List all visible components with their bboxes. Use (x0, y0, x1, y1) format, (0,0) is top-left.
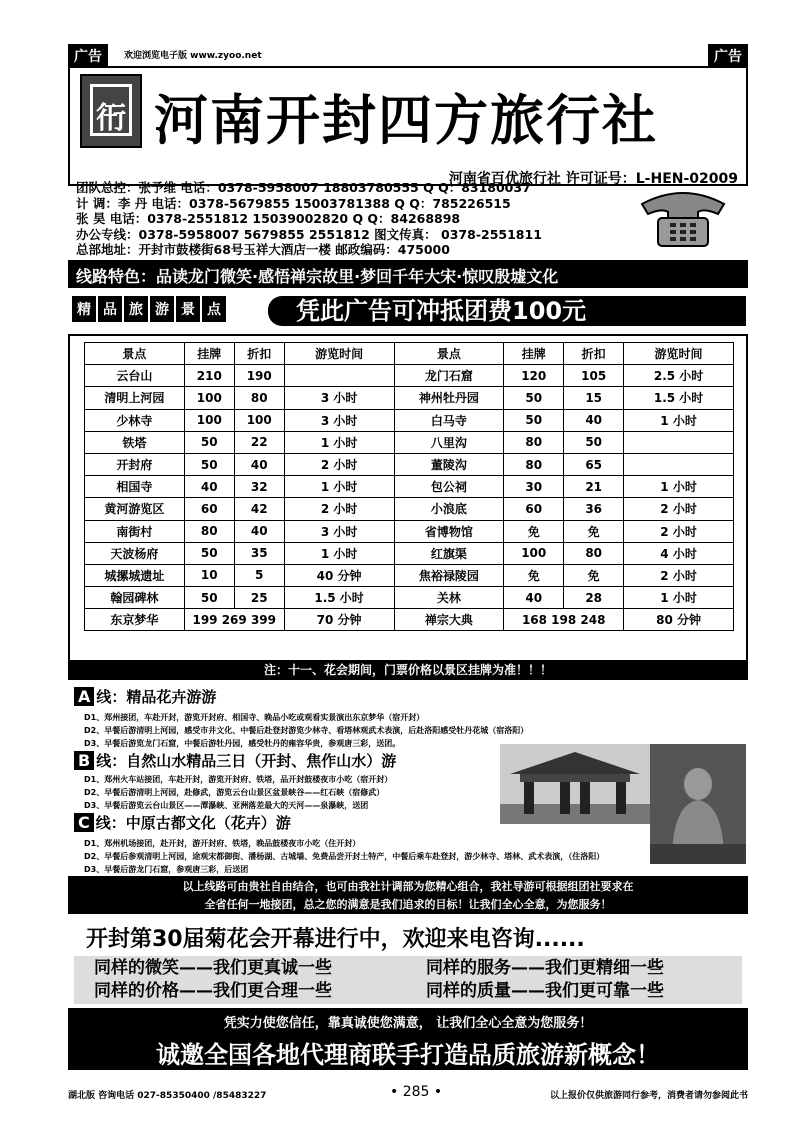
coupon-banner: 凭此广告可冲抵团费100元 (268, 296, 746, 326)
table-cell: 105 (564, 365, 624, 387)
table-cell: 4 小时 (624, 542, 734, 564)
company-name: 河南开封四方旅行社 (154, 88, 658, 152)
ad-tag-right: 广告 (708, 44, 748, 68)
table-cell: 神州牡丹园 (394, 387, 504, 409)
table-cell: 1 小时 (624, 409, 734, 431)
motto-line: 同样的服务——我们更精细一些 (426, 958, 664, 978)
ad-tag-left: 广告 (68, 44, 108, 68)
header (68, 66, 748, 186)
table-cell: 1 小时 (624, 587, 734, 609)
motto-line: 同样的价格——我们更合理一些 (94, 981, 332, 1001)
label-char: 游 (150, 296, 174, 322)
banner-line: 全省任何一地接团，总之您的满意是我们追求的目标！让我们全心全意，为您服务！ (204, 898, 612, 911)
table-cell (284, 365, 394, 387)
table-cell: 120 (504, 365, 564, 387)
route-a-title (74, 686, 216, 707)
column-header: 景点 (85, 343, 185, 365)
motto-line: 同样的质量——我们更可靠一些 (426, 981, 664, 1001)
table-cell: 3 小时 (284, 387, 394, 409)
table-cell: 翰园碑林 (85, 587, 185, 609)
table-cell: 免 (504, 564, 564, 586)
itinerary-line: D3、早餐后游览龙门石窟，中餐后游牡丹园，感受牡丹的雍容华贵，参观唐三彩，送团。 (84, 739, 401, 748)
table-cell: 80 (234, 387, 284, 409)
table-cell: 2 小时 (624, 498, 734, 520)
itinerary-line: D2、早餐后游清明上河园，赴修武，游览云台山景区盆景峡谷——红石峡（宿修武） (84, 788, 385, 797)
motto-box (74, 956, 742, 1004)
table-cell: 210 (184, 365, 234, 387)
table-cell: 35 (234, 542, 284, 564)
table-cell: 60 (184, 498, 234, 520)
table-cell: 东京梦华 (85, 609, 185, 631)
table-cell: 50 (184, 542, 234, 564)
table-cell: 红旗渠 (394, 542, 504, 564)
table-cell: 1.5 小时 (284, 587, 394, 609)
table-cell: 100 (184, 387, 234, 409)
column-header: 游览时间 (624, 343, 734, 365)
table-cell: 1 小时 (284, 542, 394, 564)
route-title-text: 线：中原古都文化（花卉）游 (95, 814, 291, 832)
table-cell: 100 (234, 409, 284, 431)
table-cell: 199 269 399 (184, 609, 284, 631)
table-cell: 50 (184, 453, 234, 475)
route-c-title (74, 812, 291, 833)
footer-edition-phone: 湖北版 咨询电话 027-85350400 /85483227 (68, 1091, 267, 1101)
table-cell: 80 (504, 453, 564, 475)
route-letter: B (74, 751, 94, 770)
table-row (85, 564, 734, 586)
table-cell: 小浪底 (394, 498, 504, 520)
table-cell: 董陵沟 (394, 453, 504, 475)
table-cell: 22 (234, 431, 284, 453)
table-cell: 100 (184, 409, 234, 431)
grotto-buddha-photo (650, 744, 746, 864)
price-table (84, 342, 734, 631)
table-row (85, 476, 734, 498)
column-header: 折扣 (564, 343, 624, 365)
license-number: 河南省百优旅行社 许可证号：L-HEN-02009 (448, 171, 738, 187)
itinerary-line: D2、早餐后参观清明上河园，途观宋都御街、潘杨湖、古城墙、免费品尝开封土特产，中餐后乘车赴登封，游少林寺、塔林、武术表演，（住洛阳） (84, 852, 605, 861)
page-number: • 285 • (390, 1084, 443, 1100)
table-cell: 25 (234, 587, 284, 609)
featured-spots-label (72, 296, 226, 322)
chrysanthemum-expo-headline: 开封第30届菊花会开幕进行中，欢迎来电咨询...... (86, 927, 585, 952)
table-cell: 3 小时 (284, 409, 394, 431)
price-note: 注：十一、花会期间，门票价格以景区挂牌为准！！！ (68, 660, 748, 680)
table-cell: 28 (564, 587, 624, 609)
table-cell: 50 (184, 587, 234, 609)
table-cell: 2 小时 (284, 453, 394, 475)
table-cell: 40 分钟 (284, 564, 394, 586)
table-cell: 2.5 小时 (624, 365, 734, 387)
table-row (85, 542, 734, 564)
table-cell: 3 小时 (284, 520, 394, 542)
itinerary-line: D1、郑州火车站接团，车赴开封，游览开封府、铁塔，品开封鼓楼夜市小吃（宿开封） (84, 775, 393, 784)
motto-line: 同样的微笑——我们更真诚一些 (94, 958, 332, 978)
banner-line: 以上线路可由贵社自由结合，也可由我社计调部为您精心组合，我社导游可根据组团社要求在 (182, 880, 634, 893)
price-table-frame (68, 334, 748, 664)
advertisement-page (68, 44, 748, 1101)
itinerary-line: D1、郑州接团，车赴开封，游览开封府、相国寺、晚品小吃或观看实景演出东京梦华（宿开封） (84, 713, 425, 722)
table-cell: 60 (504, 498, 564, 520)
logo-frame (90, 84, 132, 136)
table-cell: 省博物馆 (394, 520, 504, 542)
itinerary-line: D1、郑州机场接团，赴开封，游开封府、铁塔，晚品鼓楼夜市小吃（住开封） (84, 839, 361, 848)
footer-disclaimer: 以上报价仅供旅游同行参考，消费者请勿参阅此书 (549, 1091, 748, 1101)
table-cell: 40 (504, 587, 564, 609)
website-url: 欢迎浏览电子版 www.zyoo.net (124, 51, 262, 61)
table-cell: 1 小时 (624, 476, 734, 498)
table-row (85, 609, 734, 631)
table-cell: 32 (234, 476, 284, 498)
contact-row: 总部地址：开封市鼓楼街68号玉祥大酒店一楼 邮政编码：475000 (76, 242, 450, 257)
route-title-text: 线：精品花卉游游 (96, 688, 217, 706)
table-header-row (85, 343, 734, 365)
table-cell: 30 (504, 476, 564, 498)
route-letter: C (74, 813, 94, 832)
table-cell: 100 (504, 542, 564, 564)
table-row (85, 365, 734, 387)
table-cell: 190 (234, 365, 284, 387)
closing-slogan: 诚邀全国各地代理商联手打造品质旅游新概念！ (156, 1041, 660, 1069)
table-row (85, 520, 734, 542)
table-row (85, 453, 734, 475)
customization-banner (68, 876, 748, 914)
table-cell: 168 198 248 (504, 609, 624, 631)
table-cell: 40 (184, 476, 234, 498)
table-cell: 禅宗大典 (394, 609, 504, 631)
table-cell: 40 (234, 520, 284, 542)
table-cell: 白马寺 (394, 409, 504, 431)
table-cell: 开封府 (85, 453, 185, 475)
label-char: 品 (98, 296, 122, 322)
table-cell: 50 (504, 387, 564, 409)
table-cell: 相国寺 (85, 476, 185, 498)
table-cell: 云台山 (85, 365, 185, 387)
table-cell: 关林 (394, 587, 504, 609)
table-cell: 八里沟 (394, 431, 504, 453)
table-cell: 80 (184, 520, 234, 542)
table-cell: 铁塔 (85, 431, 185, 453)
column-header: 折扣 (234, 343, 284, 365)
table-cell: 80 (504, 431, 564, 453)
table-cell: 10 (184, 564, 234, 586)
table-cell: 42 (234, 498, 284, 520)
table-cell: 80 (564, 542, 624, 564)
table-cell: 免 (564, 564, 624, 586)
table-cell: 21 (564, 476, 624, 498)
itinerary-line: D3、早餐后游龙门石窟，参观唐三彩，后送团 (84, 865, 249, 874)
table-cell: 1.5 小时 (624, 387, 734, 409)
table-cell: 南街村 (85, 520, 185, 542)
logo-glyph: 衎 (96, 101, 126, 136)
label-char: 旅 (124, 296, 148, 322)
table-cell: 5 (234, 564, 284, 586)
table-cell: 50 (504, 409, 564, 431)
column-header: 挂牌 (504, 343, 564, 365)
table-cell: 2 小时 (624, 564, 734, 586)
table-row (85, 409, 734, 431)
table-cell: 50 (564, 431, 624, 453)
logo (80, 74, 142, 148)
contact-row: 计 调：李 丹 电话：0378-5679855 15003781388 Q Q：785226515 (76, 195, 511, 211)
table-cell: 包公祠 (394, 476, 504, 498)
contact-row: 办公专线：0378-5958007 5679855 2551812 图文传真： 0378-2551811 (76, 226, 542, 242)
label-char: 景 (176, 296, 200, 322)
table-row (85, 431, 734, 453)
table-row (85, 587, 734, 609)
closing-line: 凭实力使您信任，靠真诚使您满意， 让我们全心全意为您服务！ (223, 1016, 593, 1031)
table-cell: 1 小时 (284, 476, 394, 498)
table-cell: 65 (564, 453, 624, 475)
table-cell: 40 (564, 409, 624, 431)
telephone-icon (638, 186, 728, 248)
table-cell: 免 (564, 520, 624, 542)
closing-banner (68, 1008, 748, 1070)
label-char: 点 (202, 296, 226, 322)
table-cell: 36 (564, 498, 624, 520)
table-cell (624, 431, 734, 453)
table-cell: 15 (564, 387, 624, 409)
table-cell: 黄河游览区 (85, 498, 185, 520)
table-row (85, 387, 734, 409)
route-features-banner: 线路特色：品读龙门微笑·感悟禅宗故里·梦回千年大宋·惊叹殷墟文化 (68, 260, 748, 288)
table-cell: 焦裕禄陵园 (394, 564, 504, 586)
table-cell: 40 (234, 453, 284, 475)
archway-photo (500, 744, 650, 824)
route-title-text: 线：自然山水精品三日（开封、焦作山水）游 (96, 752, 397, 770)
table-cell: 1 小时 (284, 431, 394, 453)
table-row (85, 498, 734, 520)
table-cell: 免 (504, 520, 564, 542)
table-cell: 城摞城遗址 (85, 564, 185, 586)
table-cell: 少林寺 (85, 409, 185, 431)
table-cell: 50 (184, 431, 234, 453)
table-cell: 龙门石窟 (394, 365, 504, 387)
table-cell: 70 分钟 (284, 609, 394, 631)
itinerary-line: D2、早餐后游清明上河园，感受市井文化、中餐后赴登封游览少林寺、看塔林观武术表演，后赴洛阳感受牡丹花城（宿洛阳） (84, 726, 529, 735)
table-cell: 2 小时 (284, 498, 394, 520)
table-cell: 清明上河园 (85, 387, 185, 409)
table-cell: 2 小时 (624, 520, 734, 542)
label-char: 精 (72, 296, 96, 322)
route-letter: A (74, 687, 94, 706)
column-header: 挂牌 (184, 343, 234, 365)
column-header: 景点 (394, 343, 504, 365)
table-cell: 天波杨府 (85, 542, 185, 564)
itinerary-line: D3、早餐后游览云台山景区——潭瀑峡、亚洲落差最大的天河——泉瀑峡，送团 (84, 801, 369, 810)
contact-row: 团队总控：张予维 电话：0378-5958007 18803780555 Q Q：83180037 (76, 180, 531, 195)
route-b-title (74, 750, 396, 771)
column-header: 游览时间 (284, 343, 394, 365)
table-cell (624, 453, 734, 475)
contact-row: 张 昊 电话：0378-2551812 15039002820 Q Q：84268898 (76, 211, 461, 226)
table-cell: 80 分钟 (624, 609, 734, 631)
